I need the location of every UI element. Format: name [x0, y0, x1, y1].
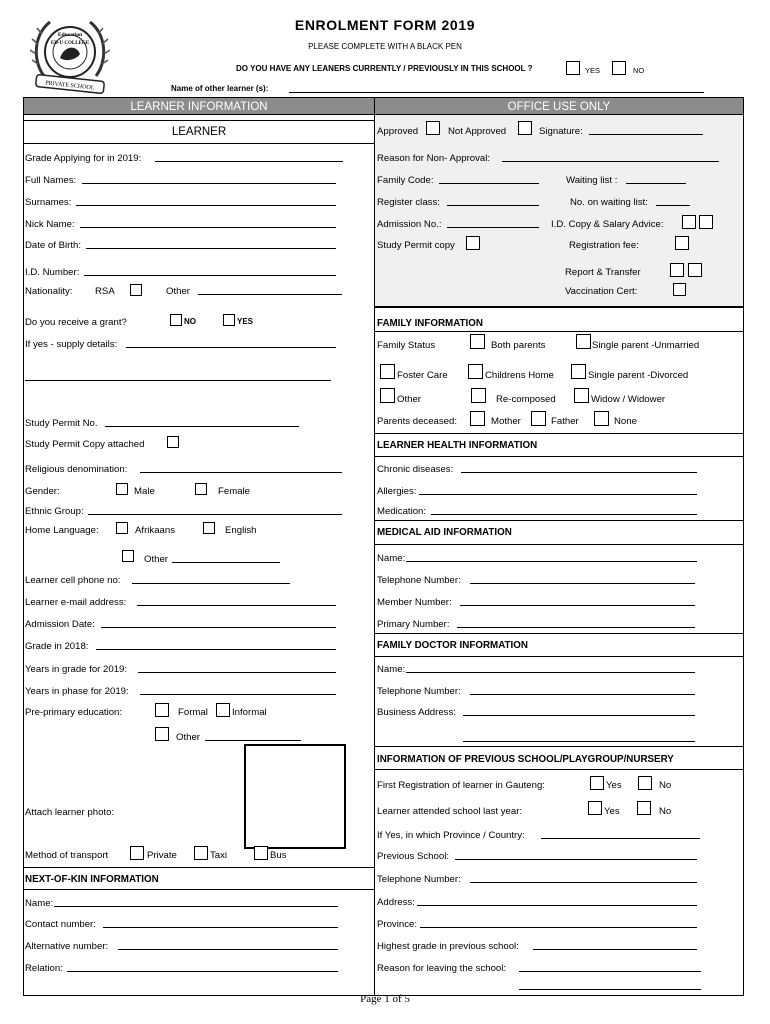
- gender-label: Gender:: [25, 486, 60, 497]
- allergies-field[interactable]: [419, 486, 697, 495]
- transfer-checkbox[interactable]: [688, 263, 702, 277]
- report-transfer-label: Report & Transfer: [565, 267, 641, 278]
- allergies-label: Allergies:: [377, 486, 417, 497]
- dob-field[interactable]: [86, 240, 336, 249]
- medical-divider-top: [374, 520, 744, 521]
- single-unmarried-checkbox[interactable]: [576, 334, 591, 349]
- grade-2018-field[interactable]: [96, 641, 336, 650]
- medical-phone-label: Telephone Number:: [377, 575, 461, 586]
- religious-field[interactable]: [140, 464, 342, 473]
- preprimary-other-checkbox[interactable]: [155, 727, 169, 741]
- parents-deceased-label: Parents deceased:: [377, 416, 458, 427]
- previous-address-field[interactable]: [417, 897, 697, 906]
- full-names-field[interactable]: [82, 175, 336, 184]
- family-code-label: Family Code:: [377, 175, 434, 186]
- other-learners-label: Name of other learner (s):: [171, 84, 269, 93]
- religious-label: Religious denomination:: [25, 464, 128, 475]
- family-divider: [374, 331, 744, 332]
- chronic-label: Chronic diseases:: [377, 464, 454, 475]
- both-parents-label: Both parents: [491, 340, 546, 351]
- attended-yes-checkbox[interactable]: [588, 801, 602, 815]
- grade-2018-label: Grade in 2018:: [25, 641, 89, 652]
- nationality-label: Nationality:: [25, 286, 73, 297]
- current-learners-no-checkbox[interactable]: [612, 61, 626, 75]
- health-divider-top: [374, 433, 744, 434]
- language-other-field[interactable]: [172, 554, 280, 563]
- medication-label: Medication:: [377, 506, 427, 517]
- father-label: Father: [551, 416, 579, 427]
- years-grade-field[interactable]: [138, 664, 336, 673]
- recomposed-checkbox[interactable]: [471, 388, 486, 403]
- learner-title: LEARNER: [171, 126, 227, 138]
- form-subtitle: PLEASE COMPLETE WITH A BLACK PEN: [308, 42, 462, 51]
- kin-contact-label: Contact number:: [25, 919, 96, 930]
- grant-details-label: If yes - supply details:: [25, 339, 118, 350]
- single-divorced-label: Single parent -Divorced: [588, 370, 689, 381]
- kin-alt-field[interactable]: [118, 941, 338, 950]
- vaccination-label: Vaccination Cert:: [565, 286, 638, 297]
- yes-label: YES: [585, 66, 601, 75]
- previous-school-label: Previous School:: [377, 851, 449, 862]
- register-class-field[interactable]: [447, 197, 539, 206]
- previous-phone-field[interactable]: [470, 874, 697, 883]
- report-checkbox[interactable]: [670, 263, 684, 277]
- english-label: English: [225, 525, 257, 536]
- home-language-label: Home Language:: [25, 525, 99, 536]
- foster-care-checkbox[interactable]: [380, 364, 395, 379]
- logo-banner-text: PRIVATE SCHOOL: [44, 80, 95, 92]
- doctor-name-field[interactable]: [406, 664, 695, 673]
- current-learners-yes-checkbox[interactable]: [566, 61, 580, 75]
- kin-contact-field[interactable]: [103, 919, 338, 928]
- single-divorced-checkbox[interactable]: [571, 364, 586, 379]
- medical-phone-field[interactable]: [470, 575, 695, 584]
- highest-grade-label: Highest grade in previous school:: [377, 941, 519, 952]
- highest-grade-field[interactable]: [533, 941, 697, 950]
- attended-yes-label: Yes: [604, 806, 620, 817]
- waiting-list-field[interactable]: [626, 175, 686, 184]
- grant-question: Do you receive a grant?: [25, 317, 127, 328]
- nationality-other-label: Other: [166, 286, 190, 297]
- kin-divider-top: [23, 867, 375, 868]
- previous-province-field[interactable]: [420, 919, 697, 928]
- nick-name-label: Nick Name:: [25, 219, 75, 230]
- chronic-field[interactable]: [461, 464, 697, 473]
- preprimary-other-field[interactable]: [205, 732, 301, 741]
- admission-no-label: Admission No.:: [377, 219, 442, 230]
- transport-bus-checkbox[interactable]: [254, 846, 268, 860]
- leaving-reason-field-2[interactable]: [519, 981, 701, 990]
- no-waiting-field[interactable]: [656, 197, 690, 206]
- medication-field[interactable]: [431, 506, 697, 515]
- male-label: Male: [134, 486, 155, 497]
- health-heading: LEARNER HEALTH INFORMATION: [377, 440, 538, 451]
- transport-private-checkbox[interactable]: [130, 846, 144, 860]
- previous-school-heading: INFORMATION OF PREVIOUS SCHOOL/PLAYGROUP/NURSERY: [377, 754, 674, 765]
- not-approved-checkbox[interactable]: [518, 121, 532, 135]
- grade-applying-label: Grade Applying for in 2019:: [25, 153, 142, 164]
- form-title: ENROLMENT FORM 2019: [294, 17, 476, 33]
- years-phase-field[interactable]: [140, 686, 336, 695]
- family-code-field[interactable]: [439, 175, 539, 184]
- signature-label: Signature:: [539, 126, 583, 137]
- none-deceased-checkbox[interactable]: [594, 411, 609, 426]
- rsa-label: RSA: [95, 286, 115, 297]
- primary-number-label: Primary Number:: [377, 619, 450, 630]
- previous-province-label: Province:: [377, 919, 417, 930]
- photo-label: Attach learner photo:: [25, 807, 115, 818]
- female-checkbox[interactable]: [195, 483, 207, 495]
- email-label: Learner e-mail address:: [25, 597, 127, 608]
- reason-label: Reason for Non- Approval:: [377, 153, 491, 164]
- mother-label: Mother: [491, 416, 521, 427]
- grant-details-field-2[interactable]: [25, 372, 331, 381]
- transport-private-label: Private: [147, 850, 177, 861]
- previous-address-label: Address:: [377, 897, 415, 908]
- english-checkbox[interactable]: [203, 522, 215, 534]
- approved-label: Approved: [377, 126, 419, 137]
- father-deceased-checkbox[interactable]: [531, 411, 546, 426]
- transport-bus-label: Bus: [270, 850, 287, 861]
- preprimary-other-label: Other: [176, 732, 200, 743]
- nick-name-field[interactable]: [80, 219, 336, 228]
- doctor-divider-top: [374, 633, 744, 634]
- doctor-address-field[interactable]: [463, 707, 695, 716]
- kin-divider-bottom: [23, 889, 375, 890]
- informal-label: Informal: [232, 707, 267, 718]
- foster-care-label: Foster Care: [397, 370, 448, 381]
- kin-alt-label: Alternative number:: [25, 941, 109, 952]
- register-class-label: Register class:: [377, 197, 440, 208]
- none-label: None: [614, 416, 637, 427]
- doctor-address-label: Business Address:: [377, 707, 456, 718]
- kin-name-label: Name:: [25, 898, 54, 909]
- vaccination-checkbox[interactable]: [673, 283, 686, 296]
- afrikaans-checkbox[interactable]: [116, 522, 128, 534]
- email-field[interactable]: [137, 597, 336, 606]
- doctor-heading: FAMILY DOCTOR INFORMATION: [377, 640, 528, 651]
- grant-no-checkbox[interactable]: [170, 314, 182, 326]
- dob-label: Date of Birth:: [25, 240, 81, 251]
- both-parents-checkbox[interactable]: [470, 334, 485, 349]
- reason-field[interactable]: [502, 153, 719, 162]
- full-names-label: Full Names:: [25, 175, 77, 186]
- id-number-field[interactable]: [84, 267, 336, 276]
- leaving-reason-label: Reason for leaving the school:: [377, 963, 507, 974]
- province-country-label: If Yes, in which Province / Country:: [377, 830, 525, 841]
- family-other-label: Other: [397, 394, 421, 405]
- current-learners-question: DO YOU HAVE ANY LEANERS CURRENTLY / PREVIOUSLY IN THIS SCHOOL ?: [236, 64, 533, 73]
- learner-information-heading: LEARNER INFORMATION: [23, 97, 375, 115]
- cell-field[interactable]: [132, 575, 290, 584]
- recomposed-label: Re-composed: [496, 394, 556, 405]
- approved-checkbox[interactable]: [426, 121, 440, 135]
- childrens-home-checkbox[interactable]: [468, 364, 483, 379]
- medical-aid-heading: MEDICAL AID INFORMATION: [377, 527, 512, 538]
- id-number-label: I.D. Number:: [25, 267, 80, 278]
- id-copy-checkbox[interactable]: [682, 215, 696, 229]
- logo-mid-text: ED-U COLLEGE: [50, 41, 90, 46]
- no-waiting-label: No. on waiting list:: [570, 197, 648, 208]
- office-use-heading: OFFICE USE ONLY: [374, 97, 744, 115]
- attended-school-label: Learner attended school last year:: [377, 806, 523, 817]
- childrens-home-label: Childrens Home: [485, 370, 554, 381]
- study-permit-attached-label: Study Permit Copy attached: [25, 439, 145, 450]
- first-registration-yes-checkbox[interactable]: [590, 776, 604, 790]
- doctor-phone-label: Telephone Number:: [377, 686, 461, 697]
- page-number: Page 1 of 5: [360, 993, 410, 1005]
- ethnic-field[interactable]: [88, 506, 342, 515]
- first-registration-no-label: No: [659, 780, 672, 791]
- first-registration-yes-label: Yes: [606, 780, 622, 791]
- previous-divider-top: [374, 746, 744, 747]
- first-registration-no-checkbox[interactable]: [638, 776, 652, 790]
- signature-field[interactable]: [589, 126, 703, 135]
- male-checkbox[interactable]: [116, 483, 128, 495]
- formal-label: Formal: [178, 707, 208, 718]
- ethnic-label: Ethnic Group:: [25, 506, 84, 517]
- admission-date-label: Admission Date:: [25, 619, 95, 630]
- afrikaans-label: Afrikaans: [135, 525, 175, 536]
- doctor-phone-field[interactable]: [470, 686, 695, 695]
- medical-divider-bottom: [374, 544, 744, 545]
- member-number-label: Member Number:: [377, 597, 452, 608]
- photo-frame[interactable]: [244, 744, 346, 849]
- rsa-checkbox[interactable]: [130, 284, 142, 296]
- preprimary-label: Pre-primary education:: [25, 707, 123, 718]
- next-of-kin-heading: NEXT-OF-KIN INFORMATION: [25, 874, 159, 885]
- other-learners-field[interactable]: [289, 84, 704, 93]
- grade-applying-field[interactable]: [155, 153, 343, 162]
- grant-yes-label: YES: [237, 317, 254, 326]
- not-approved-label: Not Approved: [448, 126, 507, 137]
- attended-no-checkbox[interactable]: [637, 801, 651, 815]
- first-registration-label: First Registration of learner in Gauteng:: [377, 780, 545, 791]
- id-copy-label: I.D. Copy & Salary Advice:: [551, 219, 664, 230]
- province-country-field[interactable]: [541, 830, 700, 839]
- doctor-divider-bottom: [374, 656, 744, 657]
- study-permit-no-label: Study Permit No.: [25, 418, 98, 429]
- no-label: NO: [633, 66, 645, 75]
- informal-checkbox[interactable]: [216, 703, 230, 717]
- member-number-field[interactable]: [460, 597, 695, 606]
- transport-taxi-checkbox[interactable]: [194, 846, 208, 860]
- medical-name-field[interactable]: [406, 553, 697, 562]
- kin-relation-label: Relation:: [25, 963, 63, 974]
- formal-checkbox[interactable]: [155, 703, 169, 717]
- kin-name-field[interactable]: [54, 898, 338, 907]
- doctor-address-field-2[interactable]: [463, 733, 695, 742]
- study-permit-copy-checkbox[interactable]: [466, 236, 480, 250]
- widow-checkbox[interactable]: [574, 388, 589, 403]
- widow-label: Widow / Widower: [591, 394, 666, 405]
- language-other-label: Other: [144, 554, 168, 565]
- attended-no-label: No: [659, 806, 672, 817]
- admission-date-field[interactable]: [101, 619, 336, 628]
- previous-divider-bottom: [374, 769, 744, 770]
- grant-no-label: NO: [184, 317, 196, 326]
- years-grade-label: Years in grade for 2019:: [25, 664, 128, 675]
- grant-yes-checkbox[interactable]: [223, 314, 235, 326]
- grant-details-field[interactable]: [126, 339, 336, 348]
- single-unmarried-label: Single parent -Unmarried: [592, 340, 700, 351]
- transport-label: Method of transport: [25, 850, 109, 861]
- family-info-heading: FAMILY INFORMATION: [377, 318, 483, 329]
- language-other-checkbox[interactable]: [122, 550, 134, 562]
- study-permit-no-field[interactable]: [105, 418, 299, 427]
- office-use-panel: [374, 114, 744, 307]
- years-phase-label: Years in phase for 2019:: [25, 686, 129, 697]
- doctor-name-label: Name:: [377, 664, 406, 675]
- health-divider-bottom: [374, 456, 744, 457]
- previous-phone-label: Telephone Number:: [377, 874, 461, 885]
- right-column: [374, 307, 744, 996]
- surnames-label: Surnames:: [25, 197, 72, 208]
- study-permit-copy-label: Study Permit copy: [377, 240, 455, 251]
- family-status-label: Family Status: [377, 340, 436, 351]
- leaving-reason-field[interactable]: [519, 963, 701, 972]
- registration-fee-checkbox[interactable]: [675, 236, 689, 250]
- cell-label: Learner cell phone no:: [25, 575, 121, 586]
- logo-top-text: Education: [57, 32, 83, 38]
- nationality-other-field[interactable]: [198, 286, 342, 295]
- kin-relation-field[interactable]: [67, 963, 338, 972]
- surnames-field[interactable]: [76, 197, 336, 206]
- mother-deceased-checkbox[interactable]: [470, 411, 485, 426]
- previous-school-field[interactable]: [455, 851, 697, 860]
- waiting-list-label: Waiting list :: [566, 175, 618, 186]
- registration-fee-label: Registration fee:: [569, 240, 639, 251]
- admission-no-field[interactable]: [447, 219, 539, 228]
- salary-advice-checkbox[interactable]: [699, 215, 713, 229]
- primary-number-field[interactable]: [457, 619, 695, 628]
- medical-name-label: Name:: [377, 553, 406, 564]
- study-permit-attached-checkbox[interactable]: [167, 436, 179, 448]
- transport-taxi-label: Taxi: [210, 850, 228, 861]
- female-label: Female: [218, 486, 250, 497]
- family-other-checkbox[interactable]: [380, 388, 395, 403]
